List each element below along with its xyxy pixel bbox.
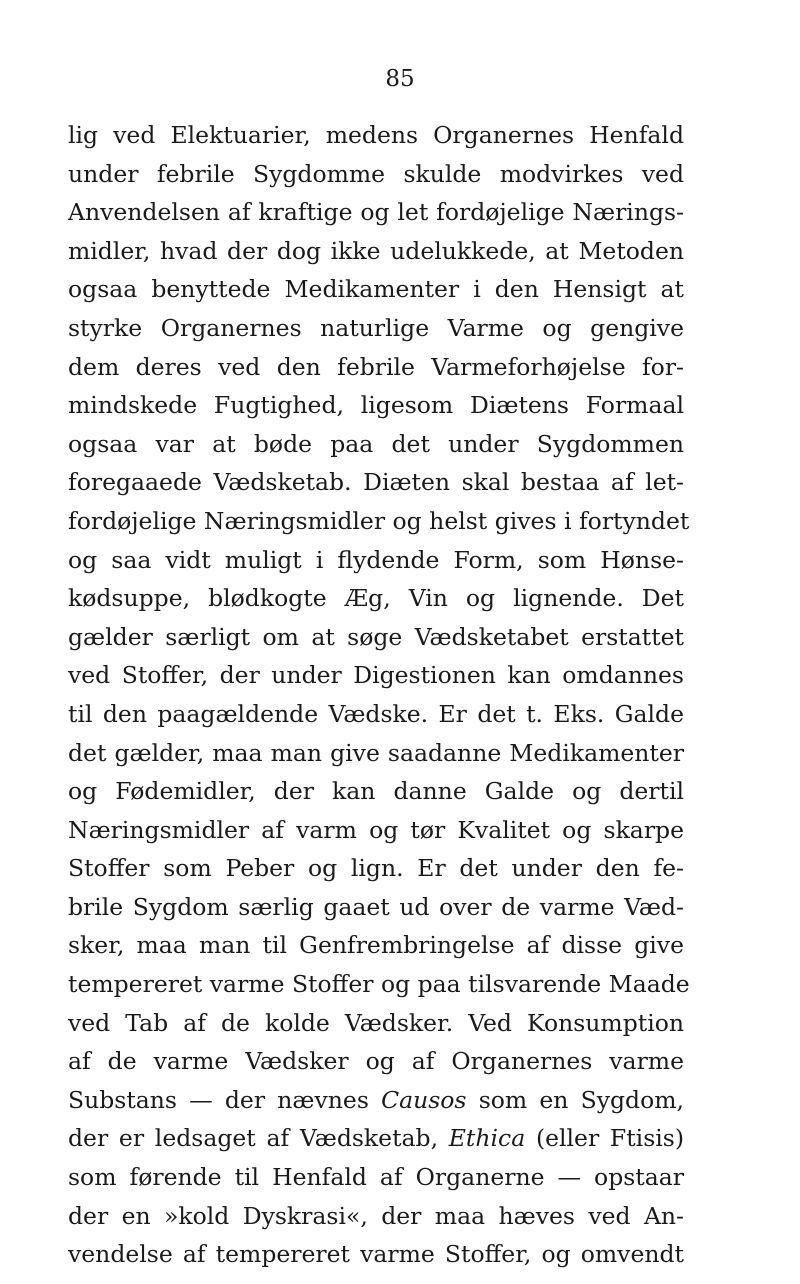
text-line: til den paagældende Vædske. Er det t. Eks. Galde	[68, 699, 684, 728]
text-line: gælder særligt om at søge Vædsketabet erstattet	[68, 622, 684, 651]
text-line: tempereret varme Stoffer og paa tilsvarende Maade	[68, 970, 690, 999]
text-line: og saa vidt muligt i flydende Form, som Hønse-	[68, 545, 684, 574]
text-line: foregaaede Vædsketab. Diæten skal bestaa af let-	[68, 468, 684, 497]
text-segment: (eller Ftisis)	[525, 1124, 684, 1153]
text-line: styrke Organernes naturlige Varme og gengive	[68, 313, 684, 342]
italic-term-causos: Causos	[381, 1085, 467, 1114]
text-line: ved Tab af de kolde Vædsker. Ved Konsumption	[68, 1008, 684, 1037]
text-line: lig ved Elektuarier, medens Organernes Henfald	[68, 121, 684, 149]
text-line: Anvendelsen af kraftige og let fordøjelige Nærings-	[68, 198, 684, 227]
text-segment: som en Sygdom,	[466, 1085, 685, 1114]
text-line: Næringsmidler af varm og tør Kvalitet og skarpe	[68, 815, 684, 844]
text-line: mindskede Fugtighed, ligesom Diætens Formaal	[68, 391, 684, 420]
text-line: midler, hvad der dog ikke udelukkede, at Metoden	[68, 236, 684, 265]
text-line: ogsaa var at bøde paa det under Sygdommen	[68, 429, 684, 458]
text-line	[68, 1119, 684, 1158]
text-segment: Substans — der nævnes	[68, 1085, 382, 1114]
text-line: brile Sygdom særlig gaaet ud over de varme Væd-	[68, 892, 684, 921]
text-segment: der er ledsaget af Vædsketab,	[68, 1124, 449, 1153]
text-line: ved Stoffer, der under Digestionen kan omdannes	[68, 661, 684, 690]
text-line: vendelse af tempereret varme Stoffer, og omvendt	[68, 1240, 684, 1269]
page-number: 85	[385, 66, 415, 92]
italic-term-ethica: Ethica	[448, 1124, 526, 1153]
text-line: det gælder, maa man give saadanne Medikamenter	[68, 738, 684, 767]
text-line	[68, 1081, 684, 1120]
text-line: og Fødemidler, der kan danne Galde og dertil	[68, 777, 684, 806]
text-line: af de varme Vædsker og af Organernes varme	[68, 1047, 684, 1076]
body-text	[68, 116, 690, 1274]
text-line: Stoffer som Peber og lign. Er det under den fe-	[68, 854, 684, 883]
text-line: under febrile Sygdomme skulde modvirkes ved	[68, 159, 684, 188]
text-line: der en »kold Dyskrasi«, der maa hæves ved An-	[68, 1201, 684, 1230]
text-line: fordøjelige Næringsmidler og helst gives i fortyndet	[68, 506, 690, 535]
text-line: ogsaa benyttede Medikamenter i den Hensigt at	[68, 275, 684, 304]
text-line: sker, maa man til Genfrembringelse af disse give	[68, 931, 684, 960]
text-line: som førende til Henfald af Organerne — opstaar	[68, 1163, 684, 1192]
text-line: dem deres ved den febrile Varmeforhøjelse for-	[68, 352, 684, 381]
text-line: kødsuppe, blødkogte Æg, Vin og lignende. Det	[68, 584, 684, 613]
